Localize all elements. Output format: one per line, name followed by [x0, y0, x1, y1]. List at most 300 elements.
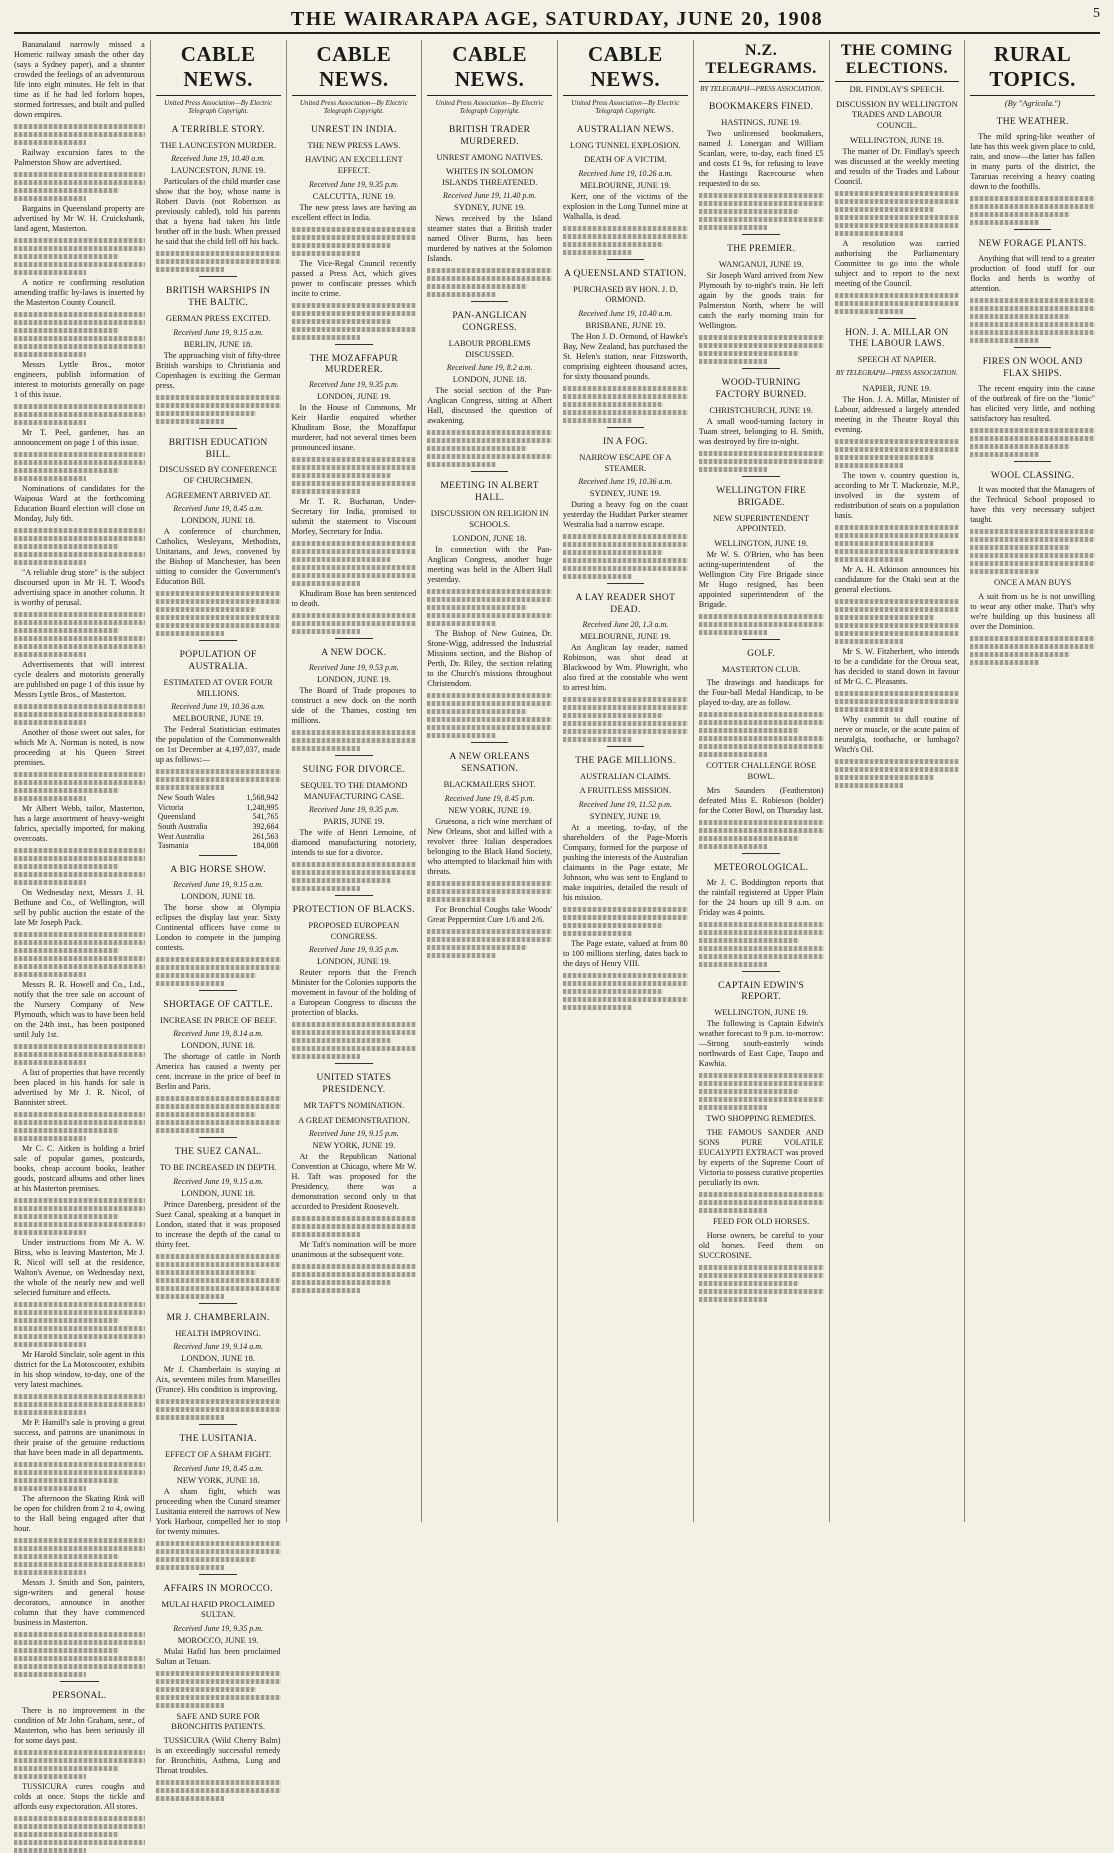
place-dateline: SYDNEY, JUNE 19.: [454, 202, 526, 213]
illegible-text-block: [14, 1538, 145, 1575]
text-line: [292, 335, 361, 340]
text-line: [970, 212, 1070, 217]
text-line: [14, 872, 145, 877]
divider-rule: [607, 259, 644, 260]
text-line: [14, 720, 86, 725]
illegible-text-block: [156, 1671, 281, 1708]
column-7: [829, 40, 965, 1522]
illegible-text-block: [14, 1462, 145, 1491]
text-line: [699, 1200, 824, 1205]
divider-rule: [199, 1137, 236, 1138]
text-line: [563, 550, 663, 555]
paragraph: In the House of Commons, Mr Keir Hardie enquired whether Khudiram Bose, the Mozaffapur murderer, had not several times been pronounced insane.: [291, 403, 417, 453]
divider-rule: [607, 583, 644, 584]
text-line: [292, 481, 417, 486]
text-line: [427, 613, 552, 618]
text-line: [14, 1402, 145, 1407]
text-line: [835, 199, 960, 204]
illegible-text-block: [156, 957, 281, 986]
article-subhead: NEW SUPERINTENDENT APPOINTED.: [713, 512, 810, 534]
article-headline: SHORTAGE OF CATTLE.: [163, 999, 273, 1010]
place-dateline: MELBOURNE, JUNE 19.: [580, 179, 671, 190]
place-dateline: MELBOURNE, JUNE 19.: [172, 713, 264, 724]
received-dateline: Received June 20, 1.3 a.m.: [582, 619, 669, 629]
illegible-text-block: [563, 697, 688, 742]
paragraph: The wife of Henri Lemoine, of diamond manufacturing notoriety, intends to sue for a divorce.: [291, 828, 417, 858]
text-line: [14, 404, 145, 409]
text-line: [14, 864, 119, 869]
article-headline: A TERRIBLE STORY.: [171, 124, 265, 135]
divider-rule: [742, 971, 779, 972]
article-subhead: A FRUITLESS MISSION.: [579, 785, 672, 796]
paragraph: Mr A. H. Atkinson announces his candidature for the Otaki seat at the general elections.: [834, 565, 960, 595]
text-line: [292, 303, 417, 308]
received-dateline: Received June 19, 9.15 a.m.: [173, 879, 263, 889]
paragraph: Particulars of the child murder case show that the boy, whose name is Robert Davis (not Robertson as previously cabled), told his parents that a hyena had taken his little brother off in the bush. When pressed he said that the child fell off his back.: [155, 177, 281, 247]
text-line: [14, 880, 86, 885]
text-line: [699, 744, 824, 749]
illegible-text-block: [156, 1541, 281, 1570]
paragraph: Advertisements that will interest cycle dealers and motorists generally are published on page 1 of this issue by Messrs Lyttle Bros., of Masterton.: [14, 660, 145, 699]
text-line: [699, 201, 824, 206]
text-line: [292, 1054, 361, 1059]
illegible-text-block: [14, 172, 145, 201]
divider-rule: [199, 990, 236, 991]
illegible-text-block: [970, 428, 1095, 457]
text-line: [156, 1262, 281, 1267]
text-line: [699, 712, 824, 717]
illegible-text-block: [699, 451, 824, 472]
illegible-text-block: [292, 1216, 417, 1237]
text-line: [427, 268, 552, 273]
text-line: [156, 251, 281, 256]
illegible-text-block: [156, 1399, 281, 1420]
illegible-text-block: [156, 1780, 281, 1801]
text-line: [156, 973, 256, 978]
text-line: [835, 767, 960, 772]
text-line: [14, 1302, 145, 1307]
divider-rule: [742, 368, 779, 369]
article-subhead: ONCE A MAN BUYS: [994, 577, 1072, 588]
text-line: [563, 729, 688, 734]
paragraph: Mr W. S. O'Brien, who has been acting-superintendent of the Wellington City Fire Brigade since Mr Hugo resigned, has been appointed superintendent of the Brigade.: [698, 549, 824, 609]
place-dateline: CALCUTTA, JUNE 19.: [312, 190, 396, 201]
article-subhead: DISCUSSION BY WELLINGTON TRADES AND LABOUR COUNCIL.: [836, 98, 958, 130]
illegible-text-block: [14, 528, 145, 565]
text-line: [699, 1265, 824, 1270]
population-table: [156, 793, 281, 851]
article-subhead: LABOUR PROBLEMS DISCUSSED.: [448, 338, 531, 359]
article-headline: SUING FOR DIVORCE.: [302, 765, 405, 776]
text-line: [156, 607, 256, 612]
illegible-text-block: [292, 1022, 417, 1059]
column-8: [964, 40, 1100, 1522]
paragraph: The Page estate, valued at from 80 to 100 millions sterling, dates back to the days of Henry VIII.: [563, 939, 688, 969]
text-line: [292, 327, 417, 332]
text-line: [563, 737, 632, 742]
text-line: [970, 204, 1095, 209]
text-line: [563, 534, 688, 539]
paragraph: The drawings and handicaps for the Four-ball Medal Handicap, to be played to-day, are as follow.: [698, 678, 824, 708]
text-line: [970, 436, 1095, 441]
column-6: [693, 40, 829, 1522]
article-headline: METEOROLOGICAL.: [713, 862, 809, 873]
text-line: [970, 322, 1095, 327]
text-line: [14, 476, 86, 481]
article-headline: A QUEENSLAND STATION.: [564, 268, 687, 279]
text-line: [292, 465, 417, 470]
divider-rule: [471, 742, 508, 743]
text-line: [156, 403, 281, 408]
divider-rule: [199, 855, 236, 856]
article-headline: PERSONAL.: [52, 1691, 107, 1701]
paragraph: Railway excursion fares to the Palmerston Show are advertised.: [14, 148, 145, 167]
text-line: [14, 1334, 145, 1339]
illegible-text-block: [14, 612, 145, 657]
article-subhead: TO BE INCREASED IN DEPTH.: [159, 1162, 277, 1173]
text-line: [427, 701, 552, 706]
paragraph: The Hon. J. A. Millar, Minister of Labour, addressed a largely attended meeting in the Theatre Royal this evening.: [834, 395, 960, 435]
illegible-text-block: [292, 613, 417, 634]
text-line: [156, 615, 281, 620]
text-line: [292, 1046, 417, 1051]
text-line: [14, 552, 145, 557]
illegible-text-block: [699, 1073, 824, 1110]
article-subhead: HAVING AN EXCELLENT EFFECT.: [305, 154, 403, 175]
text-line: [563, 931, 632, 936]
paragraph: TUSSICURA cures coughs and colds at once. Stops the tickle and affords easy expectoration. All stores.: [14, 1781, 145, 1811]
text-line: [14, 1640, 145, 1645]
place-dateline: LONDON, JUNE 18.: [181, 1353, 255, 1364]
text-line: [156, 1294, 225, 1299]
text-line: [156, 631, 225, 636]
text-line: [835, 639, 904, 644]
text-line: [292, 886, 361, 891]
text-line: [835, 599, 960, 604]
text-line: [14, 460, 145, 465]
text-line: [14, 704, 145, 709]
text-line: [699, 1073, 824, 1078]
text-line: [14, 1120, 145, 1125]
text-line: [292, 251, 361, 256]
paragraph: Another of those sweet out sales, for which Mr A. Norman is noted, is now proceeding at his Queen Street premises.: [14, 728, 145, 767]
illegible-text-block: [427, 430, 552, 467]
illegible-text-block: [156, 395, 281, 424]
text-line: [14, 1656, 145, 1661]
text-line: [563, 242, 663, 247]
text-line: [835, 533, 960, 538]
text-line: [970, 561, 1095, 566]
population-value: 1,248,995: [246, 802, 279, 812]
article-subhead: INCREASE IN PRICE OF BEEF.: [160, 1014, 277, 1025]
article-headline: THE PREMIER.: [727, 244, 796, 255]
text-line: [292, 1030, 417, 1035]
article-subhead: THE LAUNCESTON MURDER.: [160, 139, 277, 150]
text-line: [427, 929, 552, 934]
paragraph: Sir Joseph Ward arrived from New Plymouth by to-night's train. He left again by the goods train for Palmerston North, where he will catch the early morning train for Wellington.: [698, 271, 824, 331]
state-name: Tasmania: [157, 841, 189, 851]
article-headline: BOOKMAKERS FINED.: [708, 102, 814, 113]
paragraph: A list of properties that have recently been placed in his hands for sale is advertised by Mr J. R. Nicol, of Bannister street.: [14, 1068, 145, 1107]
text-line: [14, 964, 145, 969]
text-line: [292, 489, 361, 494]
text-line: [14, 932, 145, 937]
received-dateline: Received June 19, 10.40 a.m.: [171, 154, 265, 164]
received-dateline: Received June 19, 8.45 p.m.: [444, 793, 535, 803]
paragraph: The Bishop of New Guinea, Dr. Stone-Wigg, addressed the Industrial Missions section, and the Bishop of Perth, Dr. Riley, the section relating to the Church's missions throughout Christendom.: [427, 629, 552, 689]
text-line: [14, 1538, 145, 1543]
illegible-text-block: [563, 386, 688, 423]
text-line: [563, 989, 663, 994]
text-line: [699, 946, 824, 951]
article-subhead: GERMAN PRESS EXCITED.: [165, 313, 271, 324]
text-line: [14, 1462, 145, 1467]
article-subhead: COTTER CHALLENGE ROSE BOWL.: [706, 760, 817, 782]
text-line: [699, 1192, 824, 1197]
text-line: [427, 446, 527, 451]
text-line: [835, 691, 960, 696]
text-line: [427, 430, 552, 435]
text-line: [292, 227, 417, 232]
text-line: [835, 455, 935, 460]
text-line: [563, 566, 688, 571]
received-dateline: Received June 19, 11.40 p.m.: [443, 191, 537, 201]
text-line: [14, 620, 145, 625]
text-line: [970, 452, 1039, 457]
text-line: [14, 1112, 145, 1117]
text-line: [14, 1214, 119, 1219]
illegible-text-block: [427, 929, 552, 958]
received-dateline: Received June 19, 8.2 a.m.: [446, 363, 533, 373]
text-line: [835, 707, 904, 712]
article-headline: A NEW DOCK.: [321, 648, 387, 659]
paragraph: Gruesona, a rich wine merchant of New Orleans, shot and killed with a revolver three Italian desperadoes belonging to the Black Hand Society, who attempted to blackmail him with threats.: [427, 816, 552, 876]
place-dateline: LONDON, JUNE 18.: [452, 533, 527, 544]
divider-rule: [199, 276, 236, 277]
divider-rule: [742, 853, 779, 854]
paragraph: Horse owners, be careful to your old horses. Feed them on SUCCROSINE.: [698, 1230, 824, 1260]
article-subhead: DR. FINDLAY'S SPEECH.: [849, 84, 945, 94]
paragraph: Kerr, one of the victims of the explosion in the Long Tunnel mine at Walhalla, is dead.: [563, 191, 688, 221]
divider-rule: [335, 755, 372, 756]
text-line: [156, 1270, 256, 1275]
illegible-text-block: [14, 772, 145, 801]
text-line: [699, 1208, 768, 1213]
paragraph: During a heavy fog on the coast yesterday the Huddart Parker steamer Westralia had a narrow escape.: [563, 500, 688, 530]
text-line: [427, 937, 552, 942]
place-dateline: LONDON, JUNE 18.: [452, 374, 527, 385]
article-subhead: MASTERTON CLUB.: [722, 663, 801, 674]
paragraph: Mrs Saunders (Featherston) defeated Miss E. Robieson (holder) for the Cotter Bowl, on Thursday last.: [698, 785, 824, 815]
text-line: [427, 945, 527, 950]
paragraph: TUSSICURA (Wild Cherry Balm) is an exceedingly successful remedy for Bronchitis, Asthma, Lung and Throat troubles.: [155, 1736, 281, 1776]
article-subhead: ESTIMATED AT OVER FOUR MILLIONS.: [163, 677, 273, 698]
population-value: 541,765: [252, 812, 279, 822]
place-dateline: LONDON, JUNE 18.: [181, 1040, 255, 1051]
text-line: [156, 1120, 281, 1125]
paragraph: Messrs R. R. Howell and Co., Ltd., notify that the tree sale on account of the Nursery Company of New Plymouth, which was to have been held on the 24th inst., has been postponed until July 1st.: [14, 980, 145, 1039]
text-line: [292, 473, 392, 478]
illegible-text-block: [292, 541, 417, 586]
text-line: [699, 622, 824, 627]
table-row: [156, 832, 281, 842]
text-line: [14, 320, 145, 325]
place-dateline: NEW YORK, JUNE 18.: [176, 1474, 260, 1485]
text-line: [156, 1679, 281, 1684]
received-dateline: Received June 19, 10.36 a.m.: [171, 702, 265, 712]
divider-rule: [199, 1303, 236, 1304]
text-line: [835, 699, 960, 704]
paragraph: The afternoon the Skating Rink will be open for children from 2 to 4, owing to the Hall being engaged after that hour.: [14, 1494, 145, 1533]
text-line: [699, 193, 824, 198]
article-subhead: EFFECT OF A SHAM FIGHT.: [165, 1449, 272, 1460]
agency-credit: United Press Association—By Electric Telegraph Copyright.: [164, 99, 273, 116]
article-headline: UNREST IN INDIA.: [311, 124, 397, 135]
place-dateline: SYDNEY, JUNE 19.: [589, 811, 661, 822]
text-line: [835, 293, 960, 298]
text-line: [14, 712, 145, 717]
article-subhead: TWO SHOPPING REMEDIES.: [706, 1113, 817, 1124]
text-line: [970, 298, 1095, 303]
text-line: [427, 889, 552, 894]
article-headline: THE MOZAFFAPUR MURDERER.: [309, 353, 398, 376]
text-line: [699, 1289, 824, 1294]
place-dateline: HASTINGS, JUNE 19.: [721, 117, 802, 128]
text-line: [970, 636, 1095, 641]
text-line: [14, 1310, 145, 1315]
illegible-text-block: [14, 1044, 145, 1065]
text-line: [699, 752, 768, 757]
text-line: [427, 462, 496, 467]
illegible-text-block: [14, 312, 145, 357]
text-line: [563, 234, 688, 239]
divider-rule: [742, 476, 779, 477]
text-line: [427, 733, 496, 738]
text-line: [699, 343, 824, 348]
article-subhead: DISCUSSION ON RELIGION IN SCHOOLS.: [430, 508, 549, 529]
text-line: [156, 965, 281, 970]
illegible-text-block: [156, 1254, 281, 1299]
illegible-text-block: [292, 227, 417, 256]
illegible-text-block: [835, 759, 960, 788]
illegible-text-block: [14, 1198, 145, 1235]
divider-rule: [878, 318, 915, 319]
article-headline: MEETING IN ALBERT HALL.: [440, 481, 539, 504]
text-line: [699, 962, 768, 967]
text-line: [970, 444, 1070, 449]
text-line: [835, 301, 960, 306]
table-row: [156, 793, 281, 803]
received-dateline: Received June 19, 9.35 p.m.: [309, 805, 399, 815]
place-dateline: PARIS, JUNE 19.: [323, 816, 385, 827]
illegible-text-block: [14, 1632, 145, 1677]
text-line: [699, 459, 824, 464]
divider-rule: [1014, 461, 1051, 462]
text-line: [699, 451, 824, 456]
text-line: [156, 785, 225, 790]
text-line: [156, 1687, 256, 1692]
illegible-text-block: [292, 303, 417, 340]
text-line: [563, 705, 688, 710]
divider-rule: [607, 427, 644, 428]
text-line: [14, 1648, 119, 1653]
text-line: [835, 557, 904, 562]
received-dateline: Received June 19, 8.45 a.m.: [173, 1463, 263, 1473]
article-subhead: HEALTH IMPROVING.: [175, 1327, 261, 1338]
text-line: [970, 660, 1039, 665]
text-line: [699, 1089, 799, 1094]
text-line: [970, 553, 1095, 558]
text-line: [292, 1280, 392, 1285]
text-line: [292, 565, 417, 570]
text-line: [292, 862, 417, 867]
text-line: [835, 191, 960, 196]
illegible-text-block: [835, 599, 960, 644]
text-line: [292, 549, 417, 554]
text-line: [970, 644, 1095, 649]
received-dateline: Received June 19, 9.15 a.m.: [173, 1176, 263, 1186]
text-line: [699, 335, 824, 340]
illegible-text-block: [835, 293, 960, 314]
paragraph: Bargains in Queensland property are advertised by Mr W. H. Cruickshank, land agent, Masterton.: [14, 204, 145, 233]
text-line: [156, 1557, 256, 1562]
text-line: [427, 284, 527, 289]
paragraph: The mild spring-like weather of late has this week given place to cold, rain, and snow—the latter has fallen in many parts of the district, the Tararuas receiving a heavy coating down to the foothills.: [970, 131, 1095, 191]
text-line: [699, 209, 799, 214]
illegible-text-block: [156, 251, 281, 272]
divider-rule: [199, 428, 236, 429]
text-line: [156, 1541, 281, 1546]
text-line: [699, 836, 799, 841]
paragraph: At the Republican National Convention at Chicago, where Mr W. H. Taft was proposed for the Presidency, there was a demonstration second only to that accorded to President Roosevelt.: [291, 1152, 417, 1212]
text-line: [292, 319, 392, 324]
illegible-text-block: [427, 693, 552, 738]
text-line: [14, 312, 145, 317]
text-line: [156, 1407, 281, 1412]
text-line: [699, 630, 768, 635]
text-line: [699, 820, 824, 825]
column-heading: CABLE NEWS.: [563, 40, 688, 96]
article-headline: PROTECTION OF BLACKS.: [292, 905, 415, 916]
text-line: [427, 276, 552, 281]
text-line: [427, 709, 527, 714]
text-line: [156, 981, 225, 986]
place-dateline: MOROCCO, JUNE 19.: [177, 1634, 259, 1645]
received-dateline: Received June 19, 9.35 p.m.: [309, 945, 399, 955]
place-dateline: WANGANUI, JUNE 19.: [718, 259, 804, 270]
masthead: [14, 6, 1100, 34]
article-subhead: MR TAFT'S NOMINATION.: [303, 1100, 405, 1111]
text-line: [292, 541, 417, 546]
text-line: [699, 351, 799, 356]
received-dateline: Received June 19, 10.40 a.m.: [578, 309, 673, 319]
text-line: [14, 1222, 145, 1227]
illegible-text-block: [156, 591, 281, 636]
text-line: [699, 1097, 824, 1102]
paragraph: Mr T. Peel, gardener, has an announcement on page 1 of this issue.: [14, 428, 145, 447]
text-line: [427, 717, 552, 722]
text-line: [292, 311, 417, 316]
text-line: [563, 250, 632, 255]
text-line: [14, 1816, 145, 1821]
article-headline: A BIG HORSE SHOW.: [170, 864, 266, 875]
article-headline: PAN-ANGLICAN CONGRESS.: [452, 311, 527, 334]
place-dateline: WELLINGTON, JUNE 19.: [714, 537, 809, 548]
text-line: [835, 207, 935, 212]
divider-rule: [199, 640, 236, 641]
state-name: Queensland: [157, 812, 196, 822]
population-value: 184,008: [252, 841, 279, 851]
